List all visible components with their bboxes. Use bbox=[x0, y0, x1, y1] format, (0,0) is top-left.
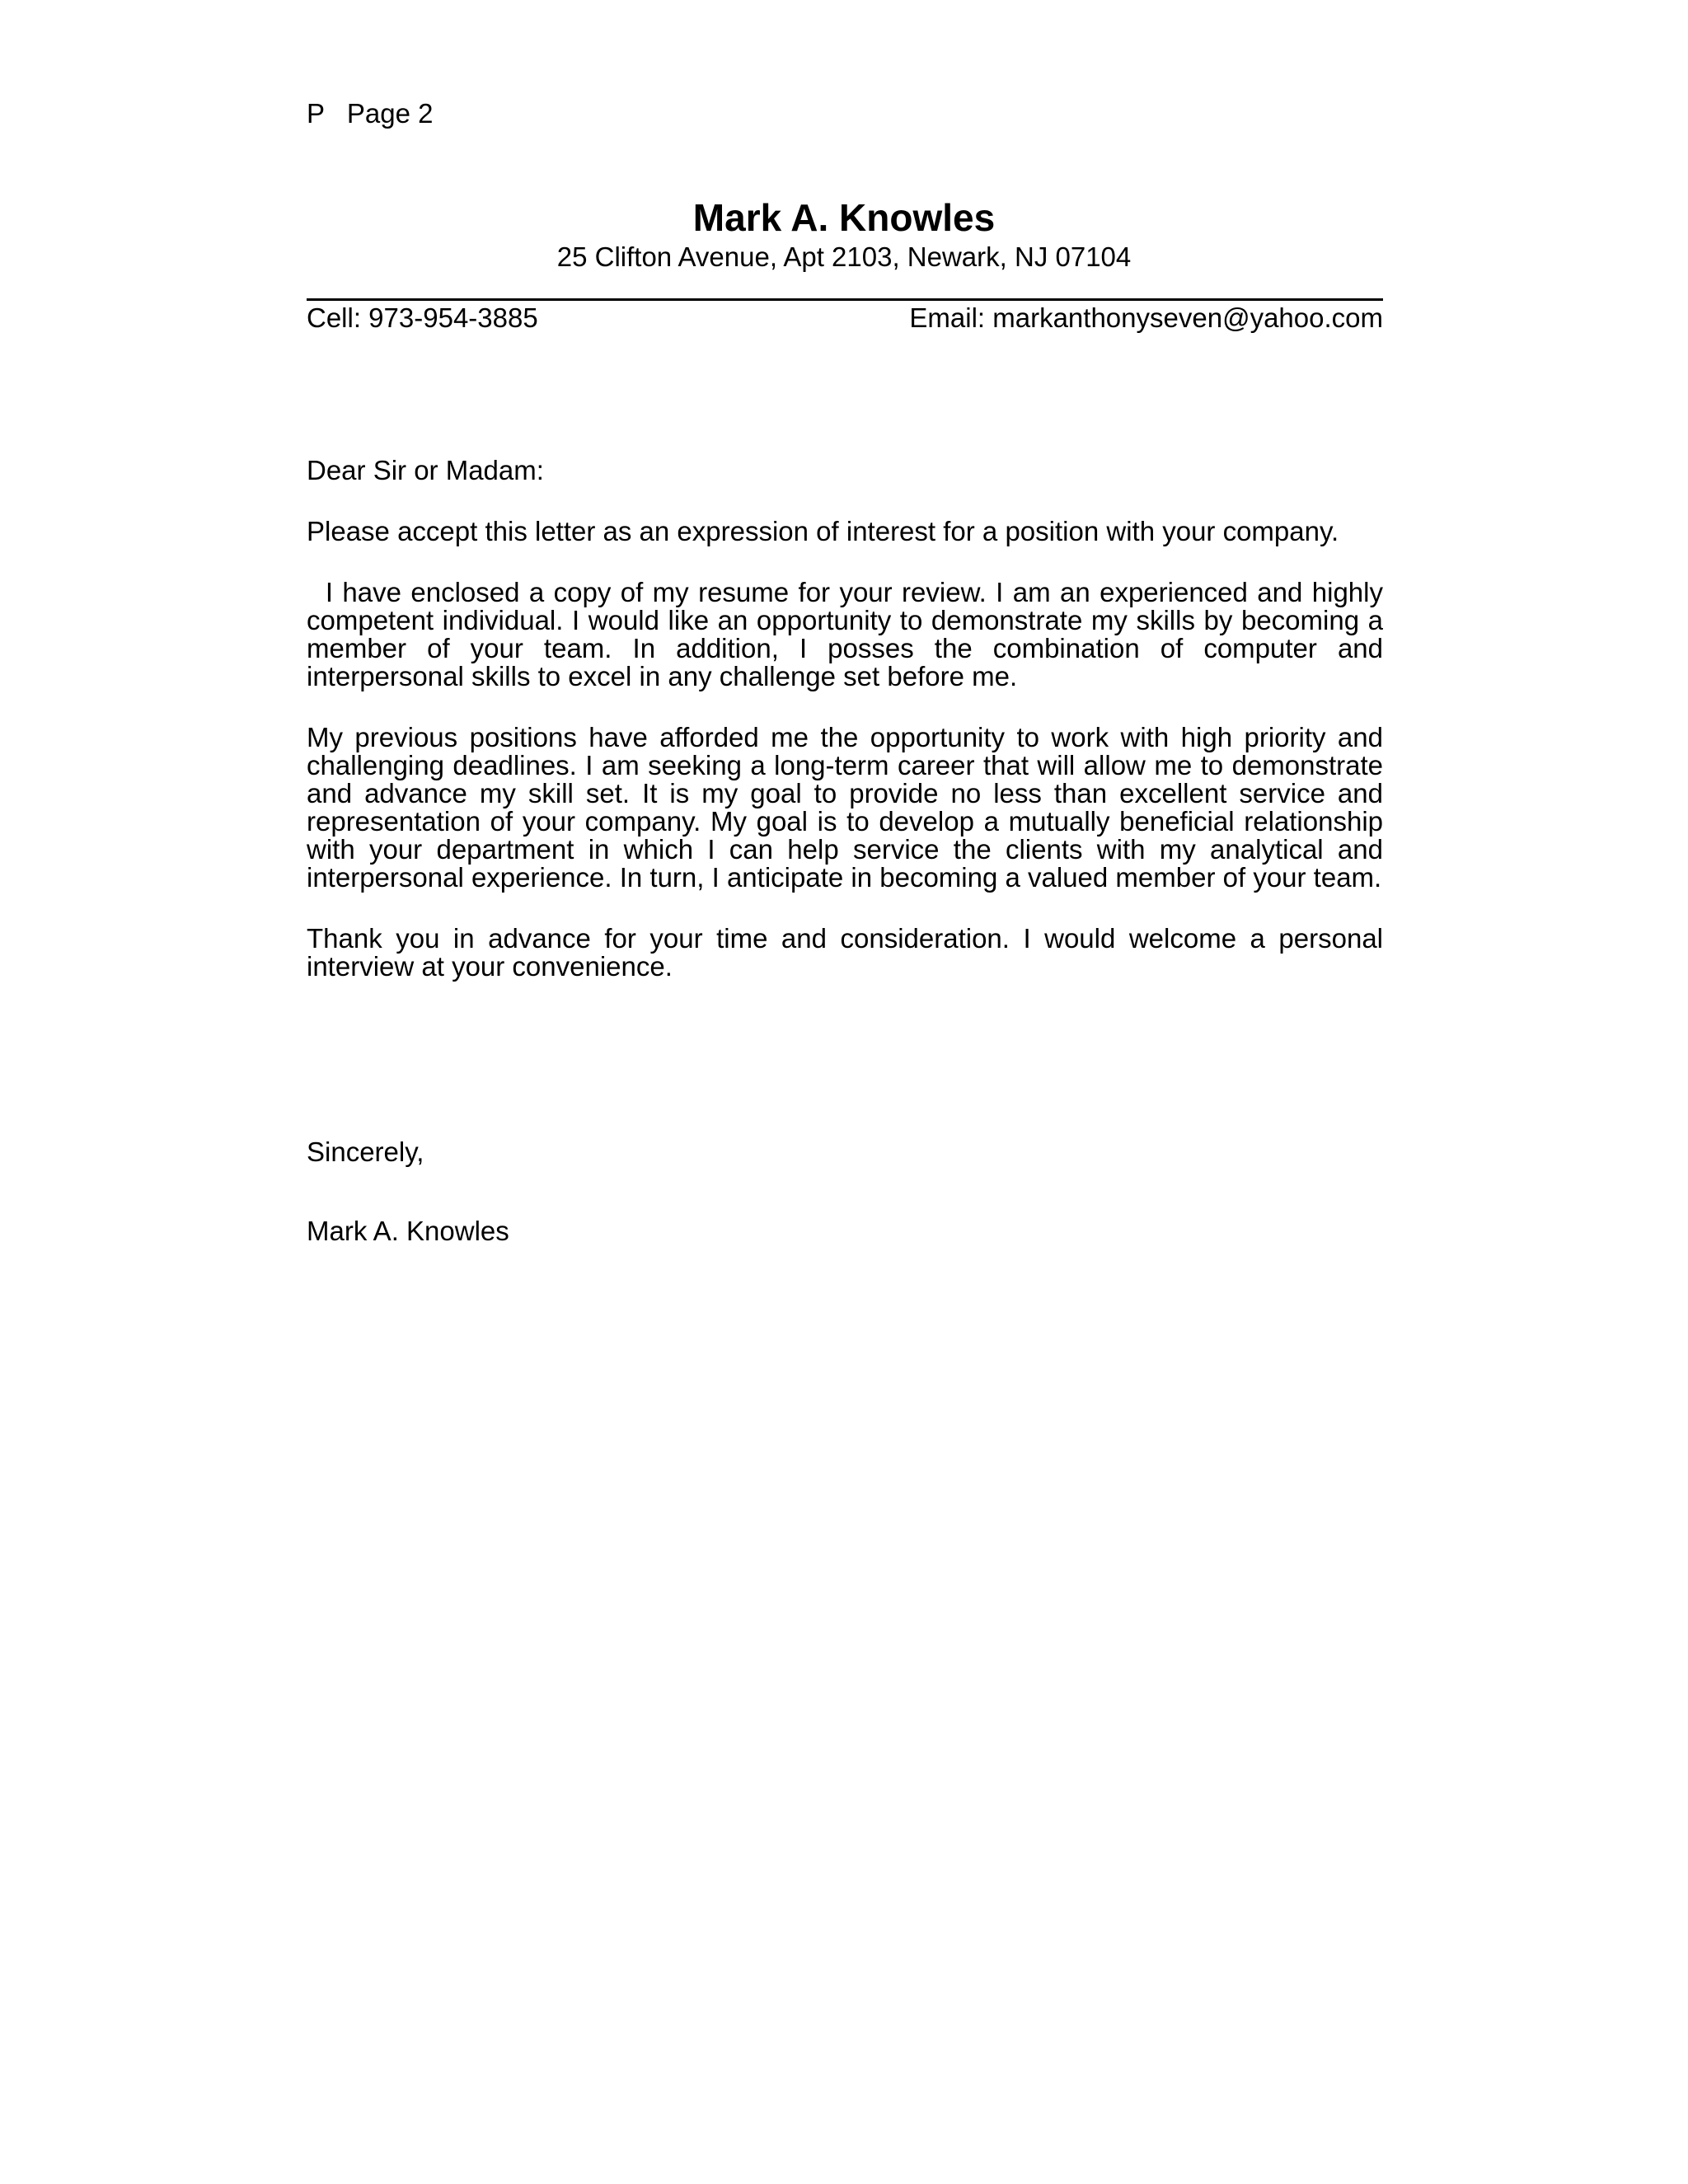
letter-body bbox=[307, 455, 1391, 982]
letterhead-divider bbox=[307, 298, 1383, 301]
salutation: Dear Sir or Madam: bbox=[307, 455, 544, 485]
paragraph-resume: I have enclosed a copy of my resume for your review. I am an experienced and highly competent individual. I would like an opportunity to demonstrate my skills by becoming a member of your team. In addition, I posses the combination of computer and interpersonal skills to excel in any challenge set before me. bbox=[307, 577, 1391, 691]
page-number: P Page 2 bbox=[307, 98, 434, 129]
paragraph-thanks: Thank you in advance for your time and consideration. I would welcome a personal interview at your convenience. bbox=[307, 923, 1383, 982]
sender-address: 25 Clifton Avenue, Apt 2103, Newark, NJ 07104 bbox=[556, 241, 1132, 272]
cell-phone: Cell: 973-954-3885 bbox=[307, 302, 538, 333]
contact-row bbox=[307, 302, 1383, 335]
signature-name: Mark A. Knowles bbox=[307, 1216, 509, 1246]
email-address: Email: markanthonyseven@yahoo.com bbox=[909, 302, 1383, 333]
paragraph-intro: Please accept this letter as an expression of interest for a position with your company. bbox=[307, 516, 1339, 546]
paragraph-experience: My previous positions have afforded me the opportunity to work with high priority and challenging deadlines. I am seeking a long-term career that will allow me to demonstrate and advance my skill set. It is my goal to provide no less than excellent service and representation of your company. My goal is to develop a mutually beneficial relationship with your department in which I can help service the clients with my analytical and interpersonal experience. In turn, I anticipate in becoming a valued member of your team. bbox=[307, 722, 1383, 893]
closing: Sincerely, bbox=[307, 1137, 424, 1167]
sender-name: Mark A. Knowles bbox=[692, 196, 996, 239]
